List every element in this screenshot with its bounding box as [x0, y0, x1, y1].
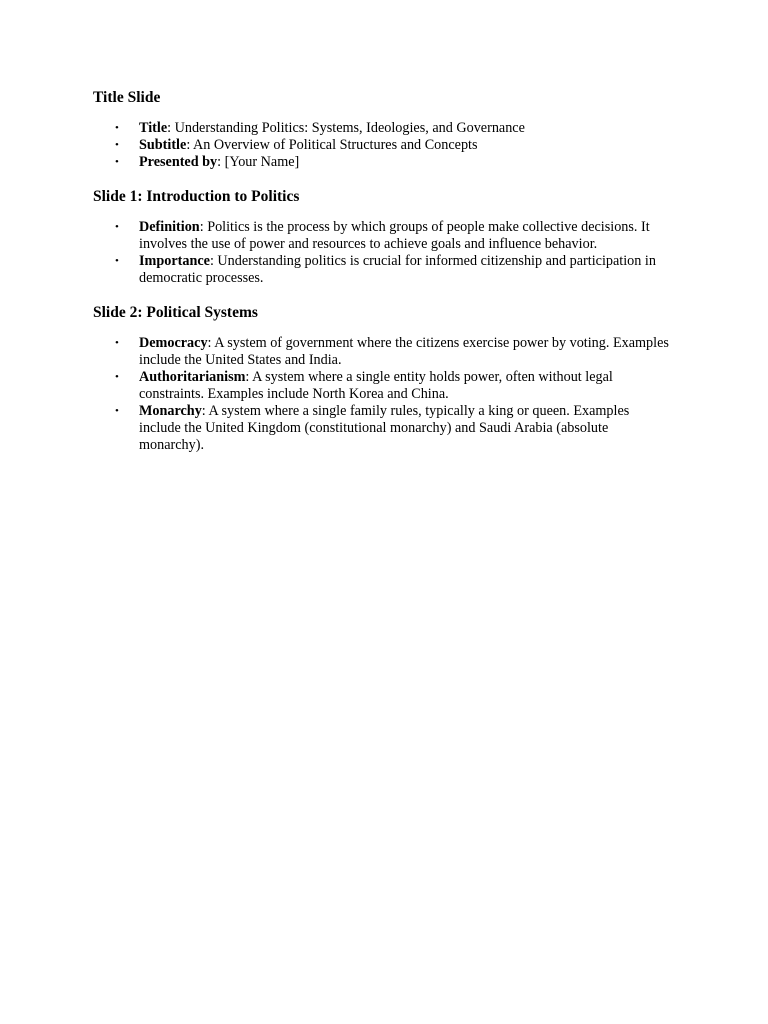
list-item: [93, 120, 673, 137]
list-item: [93, 403, 673, 454]
section-heading: Title Slide: [93, 89, 161, 106]
bullet-icon: •: [115, 221, 119, 233]
section-title-slide: [93, 88, 673, 171]
item-term: Title: [139, 120, 168, 136]
list-item: [93, 335, 673, 369]
section-introduction: [93, 187, 673, 287]
item-term: Subtitle: [139, 137, 187, 153]
section-political-systems: [93, 303, 673, 454]
item-text: : A system where a single family rules, typically a king or queen. Examples include the United Kingdom (constitutional monarchy) and Saudi Arabia (absolute monarchy).: [139, 403, 630, 453]
bullet-icon: •: [115, 255, 119, 267]
section-heading: Slide 1: Introduction to Politics: [93, 188, 300, 205]
item-term: Authoritarianism: [139, 369, 246, 385]
section-heading: Slide 2: Political Systems: [93, 304, 258, 321]
bullet-icon: •: [115, 122, 119, 134]
item-text: : [Your Name]: [217, 154, 300, 170]
item-term: Democracy: [139, 335, 208, 351]
bullet-icon: •: [115, 139, 119, 151]
list-item: [93, 154, 673, 171]
bullet-list: [93, 120, 673, 171]
bullet-icon: •: [115, 337, 119, 349]
item-text: : Politics is the process by which groups of people make collective decisions. It involves the use of power and resources to achieve goals and influence behavior.: [139, 219, 650, 252]
bullet-icon: •: [115, 371, 119, 383]
item-text: : Understanding Politics: Systems, Ideologies, and Governance: [167, 120, 525, 136]
list-item: [93, 219, 673, 253]
item-text: : Understanding politics is crucial for informed citizenship and participation in democratic processes.: [139, 253, 656, 286]
list-item: [93, 253, 673, 287]
document-content: [93, 88, 673, 470]
list-item: [93, 137, 673, 154]
list-item: [93, 369, 673, 403]
bullet-list: [93, 219, 673, 287]
bullet-icon: •: [115, 405, 119, 417]
item-term: Monarchy: [139, 403, 202, 419]
item-term: Presented by: [139, 154, 218, 170]
item-text: : A system of government where the citizens exercise power by voting. Examples include the United States and India.: [139, 335, 669, 368]
item-term: Importance: [139, 253, 210, 269]
bullet-list: [93, 335, 673, 454]
bullet-icon: •: [115, 156, 119, 168]
item-text: : An Overview of Political Structures and Concepts: [186, 137, 478, 153]
item-text: : A system where a single entity holds power, often without legal constraints. Examples include North Korea and China.: [139, 369, 613, 402]
item-term: Definition: [139, 219, 200, 235]
